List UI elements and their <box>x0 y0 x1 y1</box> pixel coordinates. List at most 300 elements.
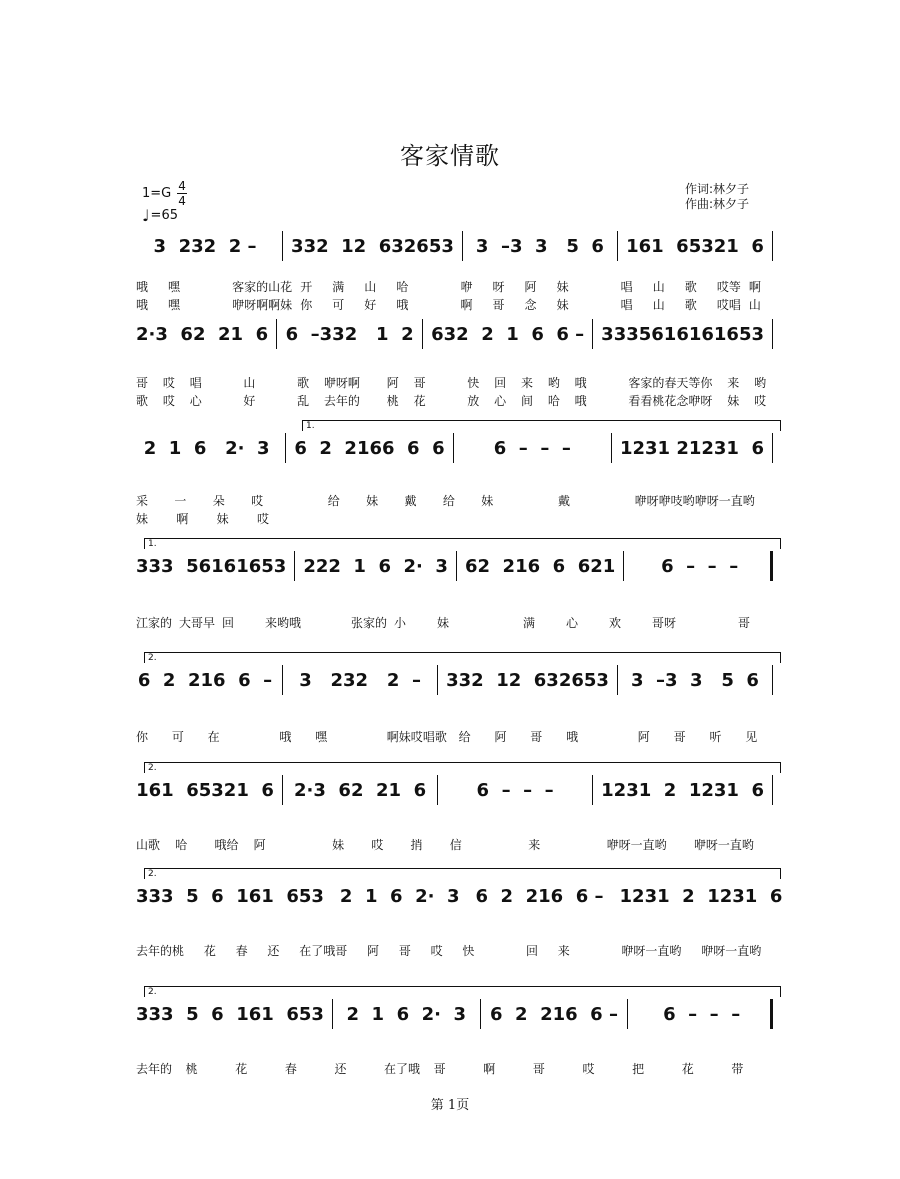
lyric-line <box>136 1060 781 1077</box>
lyric-word <box>589 296 621 313</box>
lyric-word: 哦 <box>136 280 149 294</box>
measure: 3 –3 3 5 6 <box>630 669 759 691</box>
lyric-word: 张家的 <box>351 616 388 630</box>
key-tempo-block <box>142 176 187 223</box>
volta-bracket <box>144 986 781 997</box>
lyric-word: 哥 <box>398 944 411 958</box>
lyric-word: 哎 <box>256 512 269 526</box>
lyric-word: 阿 <box>367 944 380 958</box>
lyric-word <box>200 278 232 295</box>
lyric-word: 啊妹 <box>268 298 293 312</box>
measure: 2·3 62 21 6 <box>294 779 427 801</box>
lyric-word <box>567 836 606 853</box>
lyric-word: 给 <box>458 730 471 744</box>
lyric-word: 哥 <box>492 298 505 312</box>
volta-number: 1. <box>306 421 315 431</box>
lyric-word: 春 <box>235 944 248 958</box>
lyric-word: 哈 <box>175 838 188 852</box>
lyric-word: 来 <box>520 376 533 390</box>
lyric-word <box>351 728 387 745</box>
lyric-word: 妹 <box>136 512 149 526</box>
lyric-word: 放 <box>467 394 480 408</box>
lyric-word: 在 <box>207 730 220 744</box>
score-system <box>136 987 781 1088</box>
lyricist-credit: 作词:林夕子 <box>685 182 750 196</box>
lyric-word: 哟 <box>749 944 762 958</box>
lyric-word <box>589 278 621 295</box>
score-system <box>136 230 781 320</box>
notation-line <box>136 432 781 464</box>
lyric-word <box>494 942 526 959</box>
measure: 222 1 6 2· 3 <box>303 555 448 577</box>
lyric-word: 哟 <box>742 494 755 508</box>
time-signature-top: 4 <box>178 178 186 193</box>
bar-line <box>623 551 624 581</box>
lyric-word: 啊妹哎 <box>386 730 423 744</box>
credits <box>685 182 749 212</box>
lyric-word: 歌 <box>684 298 697 312</box>
measure: 6 – – – <box>476 779 554 801</box>
score-system <box>136 653 781 754</box>
notation-line <box>136 880 781 912</box>
lyric-word: 好 <box>364 298 377 312</box>
bar-line <box>772 231 773 261</box>
lyric-word <box>489 836 528 853</box>
time-signature-bottom: 4 <box>178 193 186 208</box>
lyric-word: 客家的春天等 <box>628 376 701 390</box>
measure: 332 12 632653 <box>291 235 454 257</box>
lyric-word <box>499 510 539 527</box>
lyric-line <box>136 492 781 509</box>
lyric-line <box>136 296 781 313</box>
measure: 2 1 6 2· 3 <box>346 1003 467 1025</box>
lyric-word <box>520 492 558 509</box>
page-number: 第 1页 <box>430 1098 470 1113</box>
lyric-word <box>459 510 499 527</box>
lyric-word: 哎 <box>582 1062 595 1076</box>
lyric-word: 山歌 <box>136 838 161 852</box>
lyric-word <box>378 510 418 527</box>
lyric-line <box>136 614 781 631</box>
bar-line <box>282 665 283 695</box>
tempo-marking <box>142 205 187 225</box>
volta-number: 1. <box>148 539 157 549</box>
lyric-word <box>217 392 244 409</box>
lyric-word: 满 <box>332 280 345 294</box>
lyric-word: 妹 <box>437 616 450 630</box>
lyric-word: 回 <box>222 616 235 630</box>
lyric-word: 还 <box>334 1062 347 1076</box>
lyric-word: 啊 <box>483 1062 496 1076</box>
bar-line <box>772 665 773 695</box>
lyric-word: 开 <box>300 280 313 294</box>
lyric-word: 山 <box>243 376 256 390</box>
quarter-note-icon: ♩ <box>142 205 150 225</box>
lyric-word: 给 <box>442 494 455 508</box>
volta-bracket <box>144 868 781 879</box>
lyric-word: 哥 <box>532 1062 545 1076</box>
measure: 333 5 6 161 653 <box>136 1003 324 1025</box>
lyric-word: 哎等 <box>716 280 741 294</box>
lyric-word: 妹 <box>556 298 569 312</box>
lyric-word: 桃 <box>172 944 185 958</box>
measure: 6 2 2166 6 6 <box>294 437 445 459</box>
lyric-word: 哎 <box>251 494 264 508</box>
lyric-word: 哥 <box>530 730 543 744</box>
lyric-word: 阿 <box>637 730 650 744</box>
lyric-word: 哥 <box>335 944 348 958</box>
lyric-word: 来 <box>528 838 541 852</box>
bar-line <box>772 319 773 349</box>
lyric-word: 阿 <box>494 730 507 744</box>
lyric-word: 哎 <box>371 838 384 852</box>
bar-line <box>332 999 333 1029</box>
lyric-word: 去年的 <box>136 944 173 958</box>
notation-line <box>136 318 781 350</box>
lyric-word: 啊 <box>460 298 473 312</box>
volta-number: 2. <box>148 869 157 879</box>
measure: 6 –332 1 2 <box>285 323 414 345</box>
lyric-word: 在了哦 <box>384 1062 421 1076</box>
lyric-word: 哟 <box>669 944 682 958</box>
lyric-word: 山花 <box>268 280 293 294</box>
lyric-word <box>602 728 638 745</box>
lyric-word: 咿呀一直 <box>606 838 655 852</box>
lyric-word: 嘿 <box>315 730 328 744</box>
lyric-word: 咿呀一直 <box>701 944 750 958</box>
lyric-word <box>297 510 337 527</box>
lyric-word: 咿呀啊 <box>323 376 360 390</box>
bar-line <box>276 319 277 349</box>
lyric-word: 哦 <box>574 394 587 408</box>
lyric-word <box>270 374 297 391</box>
lyric-word: 客家的 <box>232 280 269 294</box>
measure: 1231 21231 6 <box>619 437 764 459</box>
score-system <box>136 318 781 408</box>
bar-line <box>456 551 457 581</box>
lyric-word: 江家的 <box>136 616 173 630</box>
volta-number: 2. <box>148 653 157 663</box>
lyric-word: 快 <box>462 944 475 958</box>
lyric-line <box>136 942 781 959</box>
bar-line <box>592 319 593 349</box>
lyric-line <box>136 374 781 391</box>
lyric-word: 哈 <box>396 280 409 294</box>
measure: 1231 2 1231 6 <box>601 779 764 801</box>
lyric-word: 哦 <box>566 730 579 744</box>
lyric-word: 捎 <box>410 838 423 852</box>
measure: 3 232 2 – <box>153 235 257 257</box>
volta-bracket <box>144 652 781 663</box>
notation-line <box>136 664 781 696</box>
lyric-word: 可 <box>332 298 345 312</box>
measure: 632 2 1 6 6 – <box>431 323 585 345</box>
lyric-word <box>217 374 244 391</box>
lyric-word: 唱 <box>189 376 202 390</box>
lyric-word: 采 <box>136 494 149 508</box>
lyric-word: 回 <box>526 944 539 958</box>
lyric-word: 呀 <box>492 280 505 294</box>
bar-line <box>462 231 463 261</box>
notation-line <box>136 550 781 582</box>
measure: 3 232 2 – <box>299 669 421 691</box>
lyric-word: 把 <box>632 1062 645 1076</box>
lyric-word: 哥 <box>136 376 149 390</box>
measure: 6 – – – <box>493 437 571 459</box>
score-system <box>136 421 781 526</box>
volta-number: 2. <box>148 987 157 997</box>
lyric-word: 大哥早 <box>179 616 216 630</box>
bar-line <box>437 775 438 805</box>
lyric-word <box>695 614 738 631</box>
measure: 161 65321 6 <box>136 779 274 801</box>
lyric-word <box>620 510 660 527</box>
bar-line <box>437 665 438 695</box>
lyric-word: 哥 <box>433 1062 446 1076</box>
score-system <box>136 539 781 640</box>
lyric-word: 可 <box>171 730 184 744</box>
lyric-word: 花 <box>413 394 426 408</box>
lyric-word <box>200 296 232 313</box>
measure: 62 216 6 621 <box>464 555 616 577</box>
bar-line <box>617 665 618 695</box>
lyric-word: 哟 <box>654 838 667 852</box>
lyric-word <box>428 296 460 313</box>
measure: 2 1 6 2· 3 <box>339 885 460 907</box>
lyric-word: 阿 <box>524 280 537 294</box>
lyric-word: 山 <box>652 280 665 294</box>
lyric-word: 戴 <box>557 494 570 508</box>
measure: 6 – – – <box>661 555 739 577</box>
final-bar-line <box>770 999 773 1029</box>
lyric-word: 听 <box>709 730 722 744</box>
lyric-word: 桃 <box>185 1062 198 1076</box>
lyric-word: 见 <box>745 730 758 744</box>
bar-line <box>285 433 286 463</box>
lyric-word: 哈 <box>547 394 560 408</box>
lyric-word: 回 <box>494 376 507 390</box>
lyric-word: 给 <box>327 494 340 508</box>
lyric-word: 山 <box>652 298 665 312</box>
lyric-word: 哦给 <box>214 838 239 852</box>
lyric-word: 歌 <box>297 376 310 390</box>
lyric-word <box>360 392 387 409</box>
lyric-word: 妹 <box>481 494 494 508</box>
score-system <box>136 869 783 970</box>
lyric-word: 看看桃花念咿 <box>628 394 701 408</box>
lyric-word: 妹 <box>727 394 740 408</box>
volta-number: 2. <box>148 763 157 773</box>
lyric-word <box>741 510 781 527</box>
lyric-word: 来哟哦 <box>265 616 302 630</box>
bar-line <box>617 231 618 261</box>
lyric-word <box>308 614 351 631</box>
measure: 2 1 6 2· 3 <box>143 437 270 459</box>
lyric-line <box>136 392 781 409</box>
lyric-word: 春 <box>284 1062 297 1076</box>
lyric-word <box>539 510 579 527</box>
lyric-word: 还 <box>267 944 280 958</box>
lyric-word: 去年的 <box>136 1062 173 1076</box>
bar-line <box>480 999 481 1029</box>
lyric-word: 信 <box>449 838 462 852</box>
lyric-word <box>590 942 622 959</box>
lyric-word <box>418 510 458 527</box>
volta-bracket <box>302 420 781 431</box>
lyric-word: 咿 <box>460 280 473 294</box>
time-signature <box>177 179 187 208</box>
lyric-word: 唱 <box>620 298 633 312</box>
lyric-line <box>136 278 781 295</box>
lyric-word: 念 <box>524 298 537 312</box>
bar-line <box>627 999 628 1029</box>
bar-line <box>592 775 593 805</box>
lyric-word <box>602 374 629 391</box>
lyric-word <box>270 392 297 409</box>
lyric-word: 妹 <box>216 512 229 526</box>
bar-line <box>294 551 295 581</box>
lyric-word <box>428 278 460 295</box>
lyric-word: 快 <box>467 376 480 390</box>
lyric-word: 你 <box>136 730 149 744</box>
lyric-word: 歌 <box>684 280 697 294</box>
lyric-word: 乱 <box>297 394 310 408</box>
lyric-line <box>136 728 781 745</box>
lyric-word: 哥 <box>673 730 686 744</box>
lyric-word: 嘿 <box>168 298 181 312</box>
lyric-word: 桃 <box>386 394 399 408</box>
lyric-word: 哥呀 <box>652 616 677 630</box>
lyric-word: 嘿 <box>168 280 181 294</box>
lyric-word: 你 <box>300 298 313 312</box>
lyric-word: 哦 <box>574 376 587 390</box>
lyric-word: 哎 <box>162 376 175 390</box>
lyric-word: 哎 <box>754 394 767 408</box>
volta-bracket <box>144 762 781 773</box>
lyric-word: 唱 <box>620 280 633 294</box>
lyric-line <box>136 510 781 527</box>
bar-line <box>422 319 423 349</box>
lyric-word: 阿 <box>386 376 399 390</box>
lyric-word: 哎 <box>162 394 175 408</box>
bar-line <box>772 775 773 805</box>
lyric-word: 唱歌 <box>422 730 447 744</box>
composer-credit: 作曲:林夕子 <box>685 197 750 211</box>
lyric-word: 你 <box>700 376 713 390</box>
lyric-word: 在了哦 <box>299 944 336 958</box>
lyric-word: 阿 <box>253 838 266 852</box>
lyric-word: 歌 <box>136 394 149 408</box>
lyric-word <box>289 492 327 509</box>
lyric-word: 咿呀一直 <box>694 494 743 508</box>
lyric-word <box>243 728 279 745</box>
measure: 3 –3 3 5 6 <box>475 235 604 257</box>
lyric-word: 啊 <box>748 280 761 294</box>
lyric-word: 哥 <box>413 376 426 390</box>
lyric-word: 呀 <box>700 394 713 408</box>
bar-line <box>282 775 283 805</box>
measure: 332 12 632653 <box>446 669 609 691</box>
bar-line <box>453 433 454 463</box>
lyric-word: 啊 <box>176 512 189 526</box>
lyric-word: 朵 <box>212 494 225 508</box>
lyric-word: 哥 <box>738 616 751 630</box>
lyric-line <box>136 836 781 853</box>
lyric-word: 哦 <box>136 298 149 312</box>
lyric-word: 哟 <box>741 838 754 852</box>
lyric-word: 花 <box>203 944 216 958</box>
lyric-word: 咿呀一直 <box>621 944 670 958</box>
lyric-word <box>596 492 634 509</box>
lyric-word: 戴 <box>404 494 417 508</box>
lyric-word: 哦 <box>279 730 292 744</box>
lyric-word: 哎 <box>430 944 443 958</box>
lyric-word <box>700 510 740 527</box>
measure: 6 – – – <box>663 1003 741 1025</box>
lyric-word <box>360 374 387 391</box>
lyric-word: 咿呀一直 <box>693 838 742 852</box>
measure: 6 2 216 6 – <box>137 669 273 691</box>
song-title: 客家情歌 <box>400 142 500 170</box>
measure: 6 2 216 6 – <box>475 885 604 907</box>
lyric-word: 心 <box>189 394 202 408</box>
lyric-word: 山 <box>748 298 761 312</box>
lyric-word: 妹 <box>332 838 345 852</box>
lyric-word: 花 <box>681 1062 694 1076</box>
lyric-word: 来 <box>557 944 570 958</box>
tempo-value: =65 <box>150 208 178 223</box>
score-system <box>136 763 781 864</box>
lyric-word <box>480 614 523 631</box>
lyric-word: 间 <box>520 394 533 408</box>
key-signature: 1=G <box>142 185 172 201</box>
bar-line <box>611 433 612 463</box>
lyric-word: 欢 <box>609 616 622 630</box>
bar-line <box>282 231 283 261</box>
measure: 3335616161653 <box>601 323 764 345</box>
lyric-word: 哦 <box>396 298 409 312</box>
lyric-word <box>293 836 332 853</box>
measure: 6 2 216 6 – <box>489 1003 618 1025</box>
notation-line <box>136 774 781 806</box>
lyric-word: 去年的 <box>323 394 360 408</box>
lyric-word: 妹 <box>366 494 379 508</box>
measure: 333 56161653 <box>136 555 287 577</box>
repeat-bar-line <box>770 551 773 581</box>
lyric-word: 哟 <box>754 376 767 390</box>
lyric-word <box>440 392 467 409</box>
lyric-word <box>440 374 467 391</box>
lyric-word: 来 <box>727 376 740 390</box>
notation-line <box>136 230 781 262</box>
lyric-word: 咿呀咿吱哟 <box>634 494 695 508</box>
lyric-word: 哎唱 <box>716 298 741 312</box>
notation-line <box>136 998 781 1030</box>
measure: 1231 2 1231 6 <box>619 885 783 907</box>
volta-bracket <box>144 538 781 549</box>
lyric-word <box>338 510 378 527</box>
lyric-word: 咿呀啊 <box>232 298 269 312</box>
lyric-word: 山 <box>364 280 377 294</box>
measure: 161 65321 6 <box>626 235 764 257</box>
lyric-word: 花 <box>235 1062 248 1076</box>
measure: 2·3 62 21 6 <box>136 323 269 345</box>
lyric-word <box>579 510 619 527</box>
lyric-word: 一 <box>174 494 187 508</box>
lyric-word: 哟 <box>547 376 560 390</box>
lyric-word: 小 <box>394 616 407 630</box>
lyric-word: 好 <box>243 394 256 408</box>
